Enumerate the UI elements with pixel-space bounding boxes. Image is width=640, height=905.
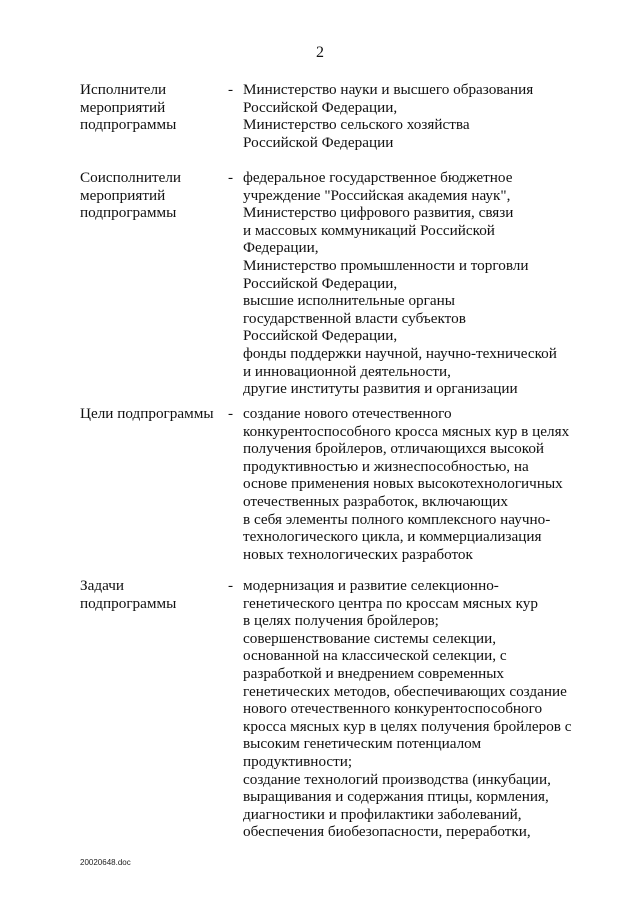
content-line: высоким генетическим потенциалом [243,735,482,753]
content-line: и массовых коммуникаций Российской [243,221,495,239]
content-line: Российской Федерации, [243,327,398,345]
section-label [80,405,225,423]
label-line: мероприятий [80,186,166,204]
dash-separator: - [228,169,234,186]
section-label [80,577,225,612]
content-line: в себя элементы полного комплексного научно- [243,510,551,528]
content-line: Министерство сельского хозяйства [243,116,470,134]
section-content [243,405,628,563]
content-line: получения бройлеров, отличающихся высокой [243,440,545,458]
label-line: Задачи [80,577,124,594]
content-line: создание нового отечественного [243,405,452,422]
section-content [243,577,628,841]
content-line: выращивания и содержания птицы, кормления, [243,788,549,806]
page-number: 2 [316,44,324,61]
label-line: подпрограммы [80,204,177,222]
label-line: подпрограммы [80,594,177,612]
label-line: Исполнители [80,81,167,98]
content-line: модернизация и развитие селекционно- [243,577,499,594]
dash-separator: - [228,81,234,98]
content-line: государственной власти субъектов [243,309,466,327]
content-line: основе применения новых высокотехнологичных [243,475,563,493]
content-line: диагностики и профилактики заболеваний, [243,805,522,823]
content-line: Российской Федерации, [243,98,398,116]
section-label [80,169,225,222]
content-line: Российской Федерации [243,133,394,151]
dash-separator: - [228,405,234,422]
content-line: другие институты развития и организации [243,380,518,398]
content-line: технологического цикла, и коммерциализация [243,528,542,546]
content-line: в целях получения бройлеров; [243,612,439,630]
content-line: высшие исполнительные органы [243,292,455,310]
section-content [243,81,628,151]
content-line: генетических методов, обеспечивающих создание [243,682,567,700]
label-line: Соисполнители [80,169,182,186]
section-label [80,81,225,134]
content-line: Министерство науки и высшего образования [243,81,534,98]
content-line: создание технологий производства (инкубации, [243,770,551,788]
content-line: федеральное государственное бюджетное [243,169,513,186]
content-line: совершенствование системы селекции, [243,629,497,647]
content-line: основанной на классической селекции, с [243,647,507,665]
content-line: обеспечения биобезопасности, переработки, [243,823,531,841]
content-line: отечественных разработок, включающих [243,492,509,510]
content-line: Федерации, [243,239,319,257]
content-line: учреждение "Российская академия наук", [243,186,511,204]
content-line: Министерство цифрового развития, связи [243,204,514,222]
label-line: подпрограммы [80,116,177,134]
content-line: Министерство промышленности и торговли [243,256,529,274]
content-line: продуктивностью и жизнеспособностью, на [243,457,529,475]
dash-separator: - [228,577,234,594]
content-line: разработкой и внедрением современных [243,664,505,682]
content-line: новых технологических разработок [243,545,473,563]
content-line: конкурентоспособного кросса мясных кур в целях [243,422,570,440]
content-line: продуктивности; [243,752,353,770]
content-line: кросса мясных кур в целях получения бройлеров с [243,717,572,735]
label-line: Цели подпрограммы [80,405,214,422]
content-line: нового отечественного конкурентоспособного [243,700,543,718]
content-line: Российской Федерации, [243,274,398,292]
content-line: фонды поддержки научной, научно-технической [243,344,557,362]
section-content [243,169,628,398]
label-line: мероприятий [80,98,166,116]
content-line: и инновационной деятельности, [243,362,451,380]
content-line: генетического центра по кроссам мясных кур [243,594,538,612]
file-name-footer: 20020648.doc [80,858,131,867]
